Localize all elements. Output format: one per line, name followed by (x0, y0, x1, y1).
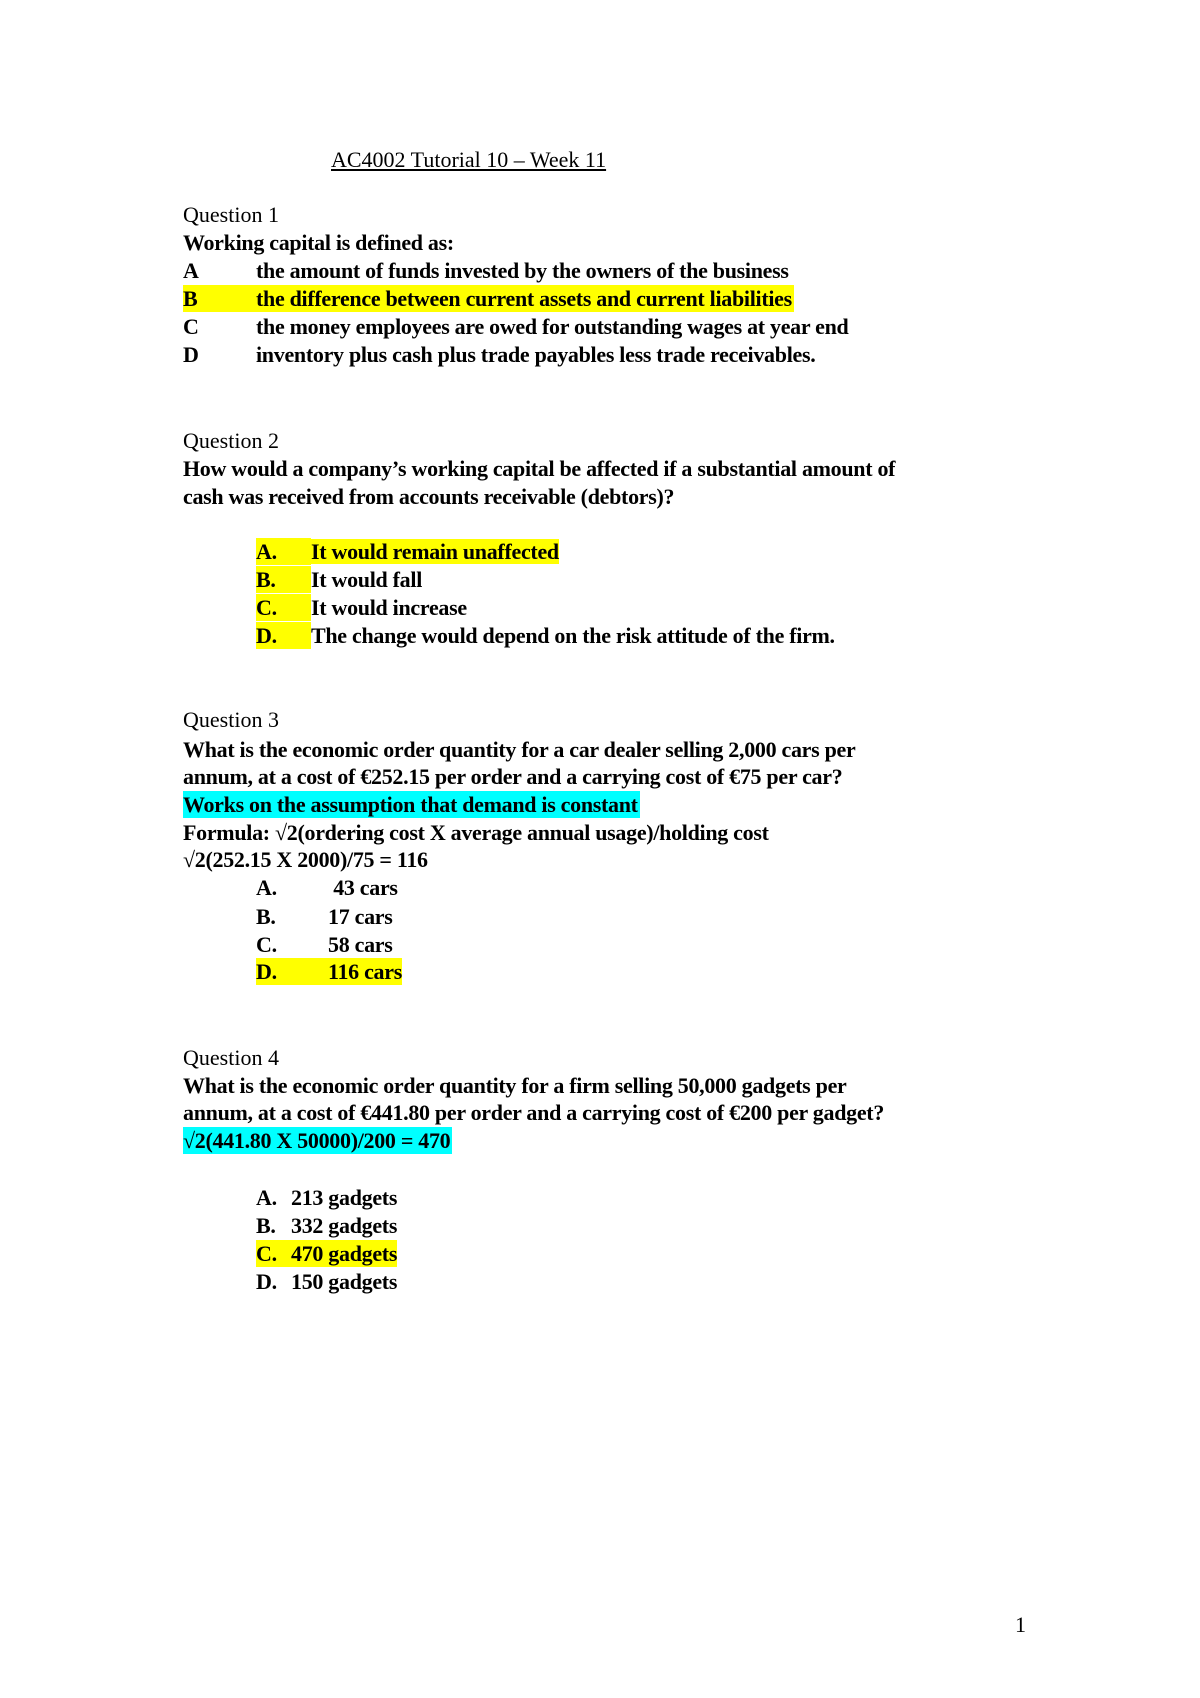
page-title: AC4002 Tutorial 10 – Week 11 (331, 147, 607, 172)
question-4-label: Question 4 (183, 1045, 279, 1070)
question-3-calculation: √2(252.15 X 2000)/75 = 116 (183, 847, 428, 872)
question-4-option-c: C. 470 gadgets (256, 1241, 398, 1266)
question-1-option-c: C the money employees are owed for outstanding wages at year end (183, 314, 849, 339)
question-3-note: Works on the assumption that demand is constant (183, 792, 638, 817)
question-3-option-c: C. 58 cars (256, 932, 393, 957)
question-4-option-b: B. 332 gadgets (256, 1213, 398, 1238)
question-4-option-d: D. 150 gadgets (256, 1269, 398, 1294)
question-1-option-b: B the difference between current assets and current liabilities (183, 286, 792, 311)
page-number: 1 (1015, 1612, 1026, 1637)
question-3-text-line2: annum, at a cost of €252.15 per order and a carrying cost of €75 per car? (183, 764, 843, 789)
question-4-text-line1: What is the economic order quantity for a firm selling 50,000 gadgets per (183, 1073, 847, 1098)
question-2-option-a: A. It would remain unaffected (256, 539, 559, 564)
question-1-option-a: A the amount of funds invested by the owners of the business (183, 258, 789, 283)
question-2-option-b: B. It would fall (256, 567, 423, 592)
question-4-option-a: A. 213 gadgets (256, 1185, 398, 1210)
question-1-option-d: D inventory plus cash plus trade payables less trade receivables. (183, 342, 816, 367)
question-3-text-line1: What is the economic order quantity for a car dealer selling 2,000 cars per (183, 737, 856, 762)
question-4-calculation: √2(441.80 X 50000)/200 = 470 (183, 1128, 451, 1153)
question-3-formula: Formula: √2(ordering cost X average annual usage)/holding cost (183, 820, 769, 845)
question-1-label: Question 1 (183, 202, 279, 227)
question-2-option-d: D. The change would depend on the risk attitude of the firm. (256, 623, 835, 648)
question-3-option-a: A. 43 cars (256, 875, 398, 900)
question-3-option-d: D. 116 cars (256, 959, 402, 984)
question-2-option-c: C. It would increase (256, 595, 467, 620)
question-4-text-line2: annum, at a cost of €441.80 per order and a carrying cost of €200 per gadget? (183, 1100, 885, 1125)
question-3-option-b: B. 17 cars (256, 904, 393, 929)
question-2-text-line2: cash was received from accounts receivable (debtors)? (183, 484, 675, 509)
question-1-text: Working capital is defined as: (183, 230, 454, 255)
question-2-label: Question 2 (183, 428, 279, 453)
question-3-label: Question 3 (183, 707, 279, 732)
question-2-text-line1: How would a company’s working capital be affected if a substantial amount of (183, 456, 896, 481)
